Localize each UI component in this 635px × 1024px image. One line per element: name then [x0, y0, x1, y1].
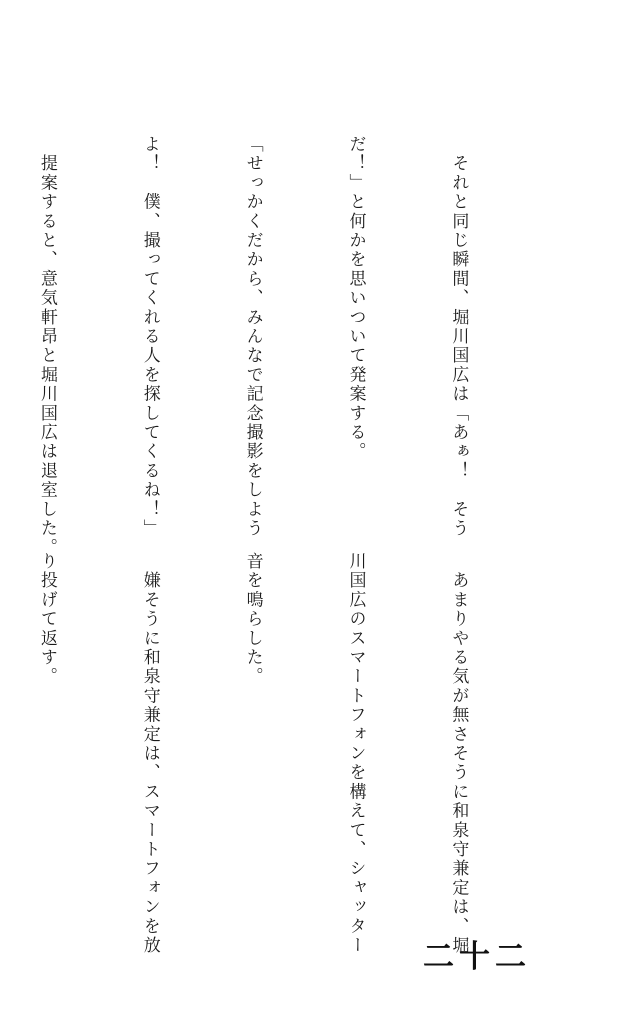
- text-line: 提案すると、意気軒昂と堀川国広は退室した。: [36, 135, 57, 558]
- lower-text-block: [0, 552, 544, 956]
- text-line: 川国広のスマートフォンを構えて、シャッター: [345, 552, 366, 956]
- page-number: 二十二: [423, 939, 531, 975]
- text-line: それと同じ瞬間、堀川国広は「あぁ！ そう: [448, 135, 469, 539]
- text-line: よ！ 僕、撮ってくれる人を探してくるね！」: [139, 135, 160, 539]
- text-line: り投げて返す。: [36, 552, 57, 687]
- text-line: 音を鳴らした。: [242, 552, 263, 687]
- text-line: あまりやる気が無さそうに和泉守兼定は、堀: [448, 552, 469, 956]
- text-line: 嫌そうに和泉守兼定は、スマートフォンを放: [139, 552, 160, 956]
- text-line: 「せっかくだから、みんなで記念撮影をしよう: [242, 135, 263, 539]
- text-line: だ！」と何かを思いついて発案する。: [345, 135, 366, 462]
- upper-text-block: [0, 135, 544, 558]
